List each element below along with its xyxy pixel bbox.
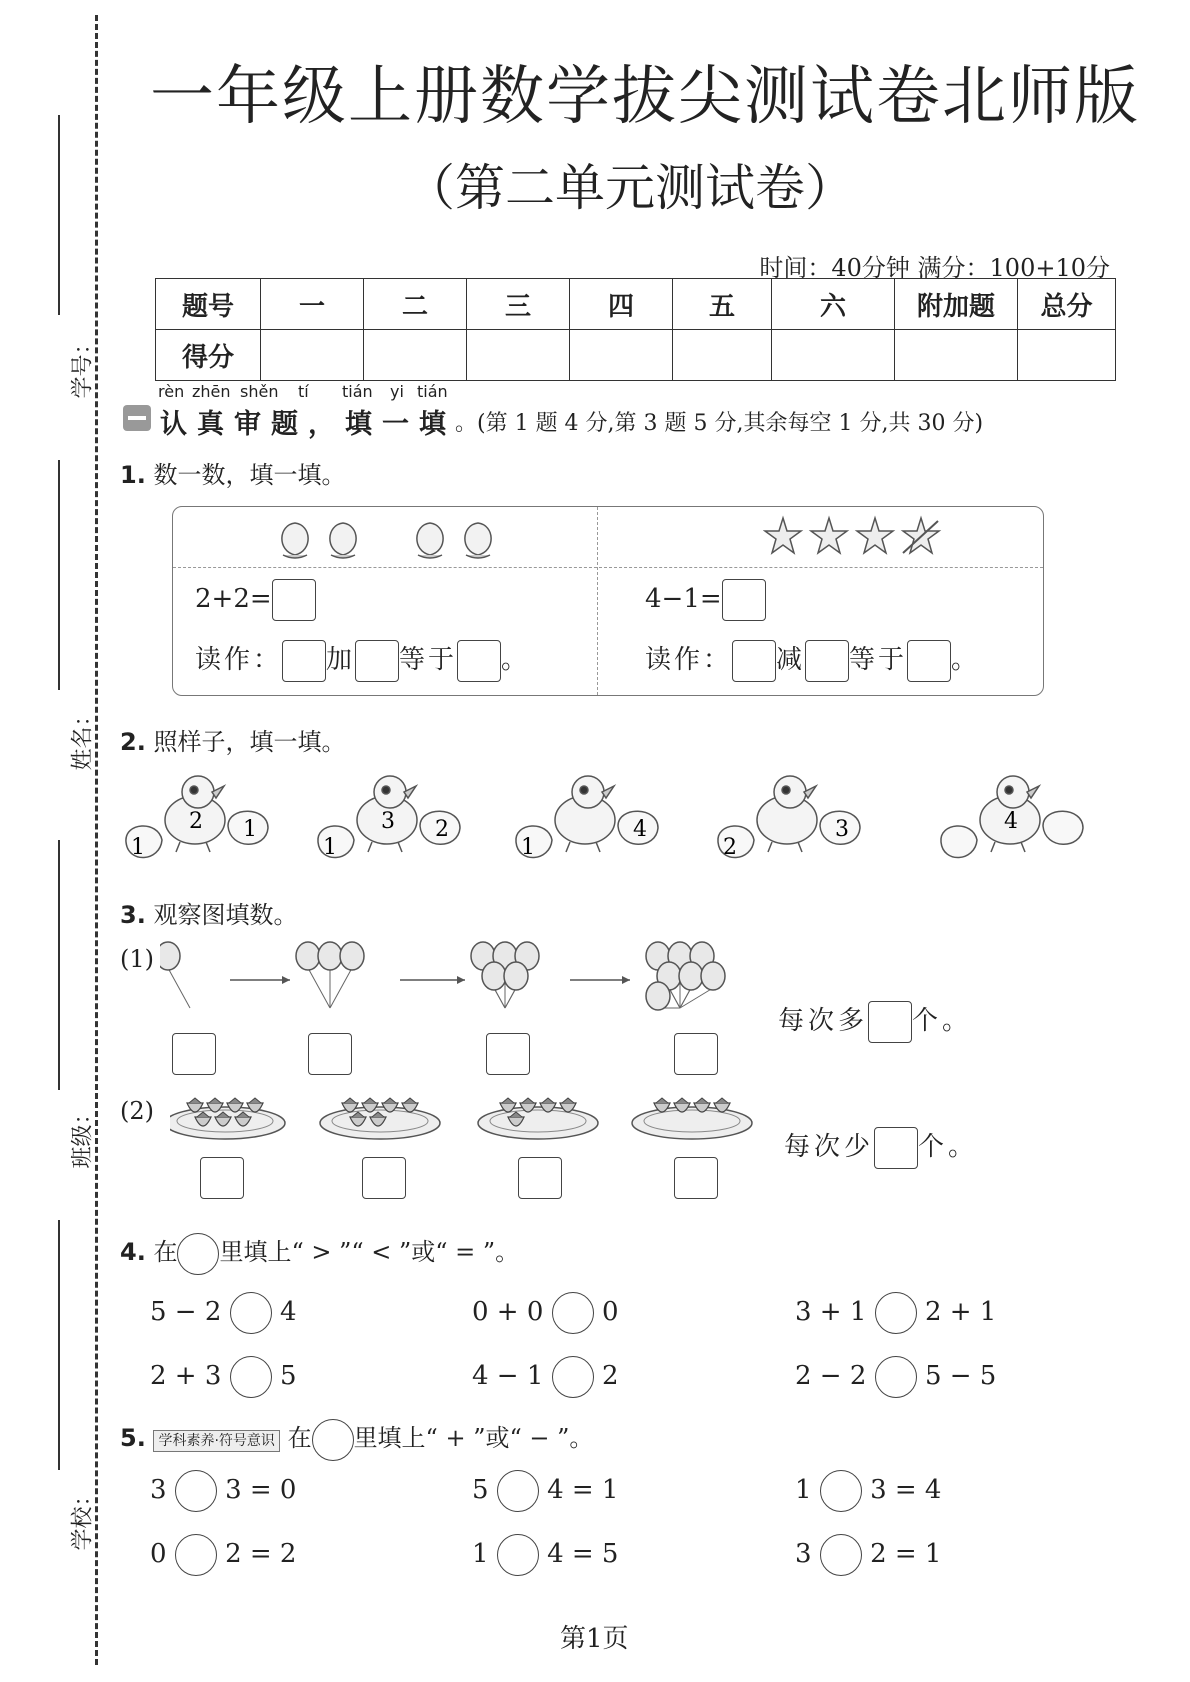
balloon-icon — [646, 982, 670, 1010]
name-field[interactable] — [30, 460, 100, 780]
part-2-label: (2) — [120, 1097, 154, 1125]
expr-left: 4 − 1 — [472, 1361, 544, 1391]
pinyin: tí — [298, 382, 309, 401]
balloon-icon — [504, 962, 528, 990]
arrow-right-icon — [230, 976, 290, 984]
chick-icon — [555, 776, 615, 852]
score-cell[interactable] — [261, 330, 364, 381]
expr-left: 0 + 0 — [472, 1297, 544, 1327]
question-number: 3. — [120, 901, 146, 929]
question-3-prompt — [120, 895, 297, 930]
score-header-cell: 五 — [673, 279, 772, 330]
expr-right: 4 — [279, 1297, 297, 1327]
question-text: 数一数，填一填。 — [153, 461, 346, 489]
score-cell[interactable] — [570, 330, 673, 381]
pinyin: yi — [390, 382, 404, 401]
expr-right: 3 = 4 — [870, 1475, 942, 1505]
score-cell[interactable] — [467, 330, 570, 381]
example-circle-icon — [312, 1419, 354, 1461]
peaches-illustration — [273, 513, 513, 563]
comparison-item — [472, 1292, 618, 1334]
answer-box[interactable] — [868, 1001, 912, 1043]
student-number-line — [58, 115, 60, 315]
answer-box[interactable] — [272, 579, 316, 621]
operator-item — [150, 1470, 296, 1512]
operator-word: 加 — [326, 645, 356, 675]
expr-right: 2 — [601, 1361, 619, 1391]
plate-group — [320, 1098, 440, 1139]
competency-tag: 学科素养·符号意识 — [153, 1430, 279, 1452]
expr-right: 3 = 0 — [225, 1475, 297, 1505]
comparison-item — [150, 1292, 296, 1334]
balloon-string — [669, 988, 680, 1008]
score-cell[interactable] — [364, 330, 467, 381]
score-row-label: 得分 — [156, 330, 261, 381]
expr-right: 5 — [279, 1361, 297, 1391]
name-line — [58, 460, 60, 690]
balloon-string — [308, 968, 330, 1008]
answer-box[interactable] — [518, 1157, 562, 1199]
answer-box[interactable] — [172, 1033, 216, 1075]
expr-right: 2 = 1 — [870, 1539, 942, 1569]
operator-item — [150, 1534, 296, 1576]
comparison-item — [472, 1356, 618, 1398]
score-header-cell: 六 — [772, 279, 895, 330]
q3-part1-answer — [778, 1000, 972, 1043]
plate-answer-box — [200, 1157, 244, 1199]
class-line — [58, 840, 60, 1090]
balloon-group — [160, 942, 190, 1008]
peach-icon — [417, 523, 443, 558]
balloon-icon — [340, 942, 364, 970]
answer-circle[interactable] — [552, 1292, 594, 1334]
name-label: 姓名： — [70, 704, 96, 771]
answer-box[interactable] — [722, 579, 766, 621]
answer-circle[interactable] — [820, 1470, 862, 1512]
comparison-item — [795, 1292, 996, 1334]
q1-left-read — [195, 639, 530, 682]
question-5-prompt — [120, 1418, 593, 1461]
arrow-right-icon — [400, 976, 465, 984]
answer-box[interactable] — [355, 640, 399, 682]
plate-answer-box — [674, 1157, 718, 1199]
right-shell-number: 4 — [633, 817, 647, 842]
student-number-field[interactable] — [30, 115, 100, 405]
score-table-header-row — [156, 279, 1116, 330]
balloon-answer-box — [674, 1033, 718, 1075]
balloon-icon — [296, 942, 320, 970]
class-label: 班级： — [70, 1102, 96, 1169]
each-time-less: 每次少 — [784, 1132, 875, 1162]
balloon-answer-box — [486, 1033, 530, 1075]
expr-left: 2 − 2 — [795, 1361, 867, 1391]
question-number: 2. — [120, 728, 146, 756]
balloon-icon — [482, 962, 506, 990]
chick-with-eggs — [120, 770, 280, 870]
question-text: 在 — [153, 1238, 178, 1266]
plate-group — [478, 1098, 598, 1139]
stars-illustration — [763, 513, 953, 563]
question-1-panel — [172, 506, 1044, 696]
read-as-text: 读作： — [645, 645, 733, 675]
score-table — [155, 278, 1116, 381]
answer-box[interactable] — [362, 1157, 406, 1199]
class-field[interactable] — [30, 840, 100, 1170]
q3-part2-answer — [784, 1126, 978, 1169]
balloon-icon — [679, 962, 703, 990]
expr-right: 2 + 1 — [924, 1297, 997, 1327]
answer-box[interactable] — [674, 1033, 718, 1075]
score-header-cell: 四 — [570, 279, 673, 330]
question-text: 里填上“ > ”“ < ”或“ = ”。 — [219, 1238, 520, 1266]
balloon-string — [505, 988, 516, 1008]
balloon-icon — [701, 962, 725, 990]
answer-box[interactable] — [200, 1157, 244, 1199]
question-number: 5. — [120, 1424, 146, 1452]
expr-right: 4 = 5 — [547, 1539, 619, 1569]
balloon-group — [471, 942, 539, 1008]
balloon-answer-box — [172, 1033, 216, 1075]
answer-box[interactable] — [282, 640, 326, 682]
chick-with-eggs — [510, 770, 670, 870]
comparison-item — [795, 1356, 996, 1398]
unit-text: 个。 — [912, 1006, 973, 1036]
arrow-right-icon — [570, 976, 630, 984]
plate-group — [170, 1098, 285, 1139]
peach-icon — [282, 523, 308, 558]
left-shell-number: 1 — [131, 835, 145, 860]
equation-text: 2+2= — [195, 584, 272, 614]
score-header-cell: 二 — [364, 279, 467, 330]
star-icon — [857, 518, 893, 553]
score-cell[interactable] — [1018, 330, 1116, 381]
chick-with-eggs — [935, 770, 1095, 870]
time-info: 时间：40分钟 满分：100+10分 — [759, 254, 1110, 282]
balloon-icon — [160, 942, 180, 970]
plate-answer-box — [518, 1157, 562, 1199]
expr-right: 2 = 2 — [225, 1539, 297, 1569]
expr-left: 1 — [472, 1539, 489, 1569]
pinyin: tián — [417, 382, 448, 401]
answer-circle[interactable] — [875, 1292, 917, 1334]
peach-icon — [465, 523, 491, 558]
section-number-one-icon — [123, 405, 151, 431]
left-shell-number: 1 — [323, 835, 337, 860]
example-circle-icon — [177, 1233, 219, 1275]
answer-box[interactable] — [907, 640, 951, 682]
pinyin: tián — [342, 382, 373, 401]
answer-box[interactable] — [874, 1127, 918, 1169]
school-line — [58, 1220, 60, 1470]
pinyin: shěn — [240, 382, 279, 401]
question-1-prompt — [120, 455, 345, 490]
answer-circle[interactable] — [497, 1470, 539, 1512]
answer-box[interactable] — [805, 640, 849, 682]
q1-right-read — [645, 639, 980, 682]
answer-circle[interactable] — [230, 1292, 272, 1334]
unit-text: 个。 — [918, 1132, 979, 1162]
question-4-prompt — [120, 1232, 519, 1275]
pinyin: zhēn — [192, 382, 231, 401]
chick-icon — [757, 776, 817, 852]
balloons-illustration — [160, 940, 760, 1020]
comparison-item — [150, 1356, 296, 1398]
balloon-answer-box — [308, 1033, 352, 1075]
expr-left: 2 + 3 — [150, 1361, 222, 1391]
chick-number: 2 — [189, 809, 203, 834]
equals-word: 等于 — [399, 645, 458, 675]
plate-answer-box — [362, 1157, 406, 1199]
operator-item — [795, 1470, 941, 1512]
question-text: 里填上“ + ”或“ − ”。 — [353, 1424, 594, 1452]
equation-text: 4−1= — [645, 584, 722, 614]
page-title: 一年级上册数学拔尖测试卷北师版 — [150, 60, 1140, 134]
balloon-group — [296, 942, 364, 1008]
score-header-cell: 题号 — [156, 279, 261, 330]
score-cell[interactable] — [895, 330, 1018, 381]
balloon-string — [330, 968, 352, 1008]
pinyin: rèn — [158, 382, 185, 401]
peach-icon — [330, 523, 356, 558]
chick-with-eggs — [712, 770, 872, 870]
equals-word: 等于 — [849, 645, 908, 675]
egg-shell-right-icon — [1043, 811, 1083, 844]
school-label: 学校： — [70, 1484, 96, 1551]
score-cell[interactable] — [772, 330, 895, 381]
expr-left: 3 — [150, 1475, 167, 1505]
balloon-string — [494, 988, 505, 1008]
operator-item — [472, 1470, 618, 1512]
answer-box[interactable] — [674, 1157, 718, 1199]
part-1-label: (1) — [120, 945, 154, 973]
expr-left: 5 − 2 — [150, 1297, 222, 1327]
score-header-cell: 三 — [467, 279, 570, 330]
expr-right: 4 = 1 — [547, 1475, 619, 1505]
question-2-prompt — [120, 722, 345, 757]
balloon-string — [168, 968, 190, 1008]
period: 。 — [501, 645, 531, 675]
question-number: 1. — [120, 461, 146, 489]
expr-left: 1 — [795, 1475, 812, 1505]
operator-item — [472, 1534, 618, 1576]
school-field[interactable] — [30, 1220, 100, 1550]
plate-icon — [478, 1107, 598, 1139]
score-header-cell: 一 — [261, 279, 364, 330]
star-icon — [811, 518, 847, 553]
left-shell-number: 1 — [521, 835, 535, 860]
page-number: 第1页 — [560, 1624, 629, 1654]
plate-icon — [632, 1107, 752, 1139]
balloon-icon — [318, 942, 342, 970]
chick-number: 3 — [381, 809, 395, 834]
panel-divider — [597, 507, 598, 695]
operator-word: 减 — [776, 645, 806, 675]
star-icon — [765, 518, 801, 553]
balloon-group — [646, 942, 725, 1010]
right-shell-number: 3 — [835, 817, 849, 842]
egg-shell-left-icon — [941, 826, 977, 858]
section-score-note: 。(第 1 题 4 分,第 3 题 5 分,其余每空 1 分,共 30 分) — [455, 411, 984, 436]
question-text: 在 — [287, 1424, 312, 1452]
period: 。 — [951, 645, 981, 675]
expr-right: 0 — [601, 1297, 619, 1327]
left-shell-number: 2 — [723, 835, 737, 860]
right-shell-number: 1 — [243, 817, 257, 842]
score-header-cell: 附加题 — [895, 279, 1018, 330]
score-cell[interactable] — [673, 330, 772, 381]
q1-right-equation — [645, 579, 766, 621]
strawberry-plates-illustration — [170, 1085, 770, 1145]
answer-circle[interactable] — [552, 1356, 594, 1398]
expr-right: 5 − 5 — [924, 1361, 997, 1391]
question-text: 照样子，填一填。 — [153, 728, 346, 756]
section-title: 认真审题，填一填 — [160, 409, 456, 440]
answer-circle[interactable] — [175, 1534, 217, 1576]
expr-left: 3 + 1 — [795, 1297, 867, 1327]
expr-left: 5 — [472, 1475, 489, 1505]
student-number-label: 学号： — [70, 332, 96, 399]
answer-box[interactable] — [457, 640, 501, 682]
answer-box[interactable] — [308, 1033, 352, 1075]
answer-circle[interactable] — [230, 1356, 272, 1398]
each-time-more: 每次多 — [778, 1006, 869, 1036]
answer-circle[interactable] — [875, 1356, 917, 1398]
score-table-score-row — [156, 330, 1116, 381]
plate-group — [632, 1098, 752, 1139]
chick-number: 4 — [1004, 809, 1018, 834]
operator-item — [795, 1534, 941, 1576]
expr-left: 0 — [150, 1539, 167, 1569]
read-as-text: 读作： — [195, 645, 283, 675]
question-text: 观察图填数。 — [153, 901, 298, 929]
answer-box[interactable] — [732, 640, 776, 682]
answer-box[interactable] — [486, 1033, 530, 1075]
chick-with-eggs — [312, 770, 472, 870]
answer-circle[interactable] — [175, 1470, 217, 1512]
expr-left: 3 — [795, 1539, 812, 1569]
answer-circle[interactable] — [497, 1534, 539, 1576]
page-subtitle: （第二单元测试卷） — [405, 159, 855, 217]
q1-left-equation — [195, 579, 316, 621]
question-number: 4. — [120, 1238, 146, 1266]
score-header-cell: 总分 — [1018, 279, 1116, 330]
panel-divider — [173, 567, 1043, 568]
answer-circle[interactable] — [820, 1534, 862, 1576]
right-shell-number: 2 — [435, 817, 449, 842]
